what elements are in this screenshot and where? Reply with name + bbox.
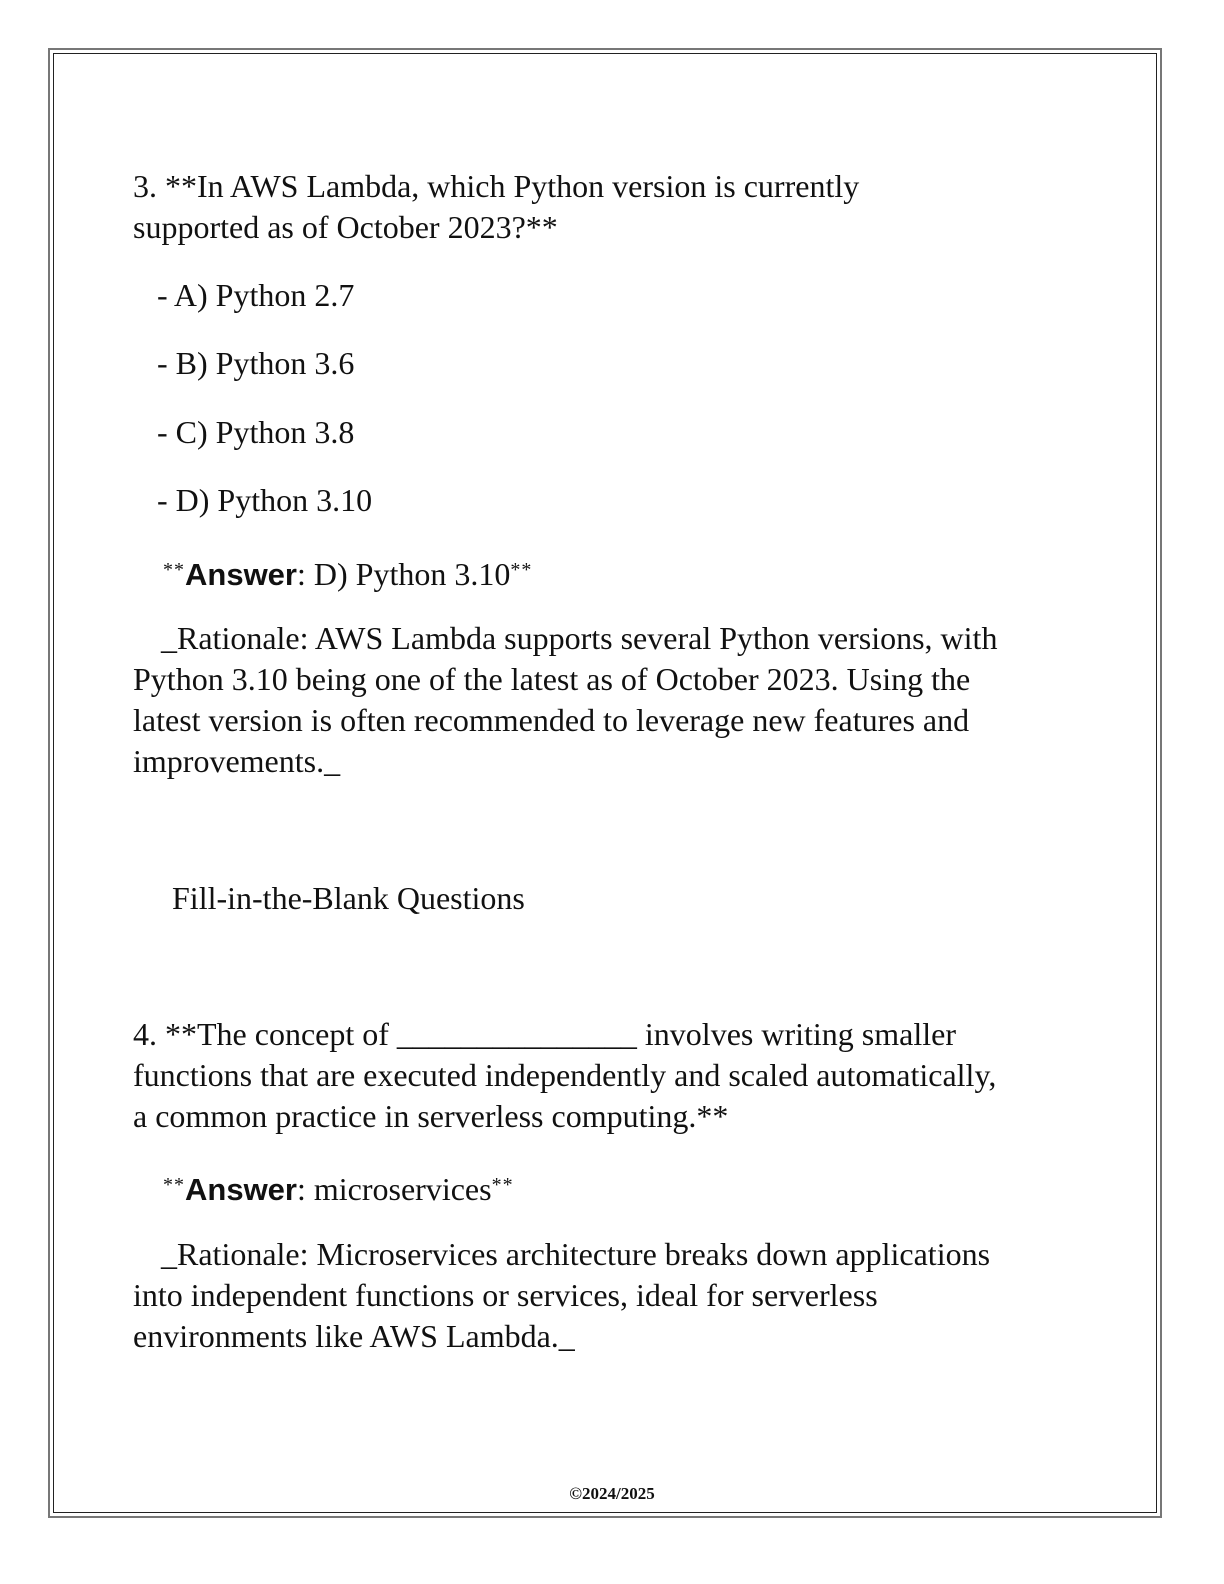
question-4-prompt-line-1: 4. **The concept of _______________ involves writing smaller [133, 1016, 956, 1052]
question-3-rationale-line-4: improvements._ [133, 743, 341, 779]
copyright-footer: ©2024/2025 [569, 1484, 655, 1503]
answer-prefix: ** [163, 1174, 185, 1196]
question-3-rationale-line-2: Python 3.10 being one of the latest as of October 2023. Using the [133, 661, 971, 697]
question-4-rationale-line-3: environments like AWS Lambda._ [133, 1318, 575, 1354]
question-3-option-d: - D) Python 3.10 [157, 482, 373, 518]
question-4-answer [163, 1165, 514, 1210]
answer-suffix: ** [510, 559, 533, 581]
question-4-prompt-line-3: a common practice in serverless computing.** [133, 1098, 729, 1134]
question-4-rationale-line-2: into independent functions or services, ideal for serverless [133, 1277, 878, 1313]
answer-prefix: ** [163, 559, 185, 581]
answer-label: Answer [185, 1172, 297, 1207]
question-3-option-c: - C) Python 3.8 [157, 414, 355, 450]
section-heading: Fill-in-the-Blank Questions [172, 880, 525, 916]
question-3-rationale-line-1: _Rationale: AWS Lambda supports several Python versions, with [161, 620, 998, 656]
answer-label: Answer [185, 557, 297, 592]
question-3-prompt-line-1: 3. **In AWS Lambda, which Python version is currently [133, 168, 860, 204]
answer-text: : D) Python 3.10 [296, 556, 511, 592]
question-3-option-b: - B) Python 3.6 [157, 345, 355, 381]
question-3-prompt-line-2: supported as of October 2023?** [133, 209, 558, 245]
question-4-prompt-line-2: functions that are executed independently and scaled automatically, [133, 1057, 997, 1093]
question-3-rationale-line-3: latest version is often recommended to leverage new features and [133, 702, 970, 738]
question-3-option-a: - A) Python 2.7 [157, 277, 355, 313]
answer-text: : microservices [296, 1171, 492, 1207]
answer-suffix: ** [491, 1174, 514, 1196]
question-3-answer [163, 550, 532, 595]
question-4-rationale-line-1: _Rationale: Microservices architecture breaks down applications [161, 1236, 991, 1272]
